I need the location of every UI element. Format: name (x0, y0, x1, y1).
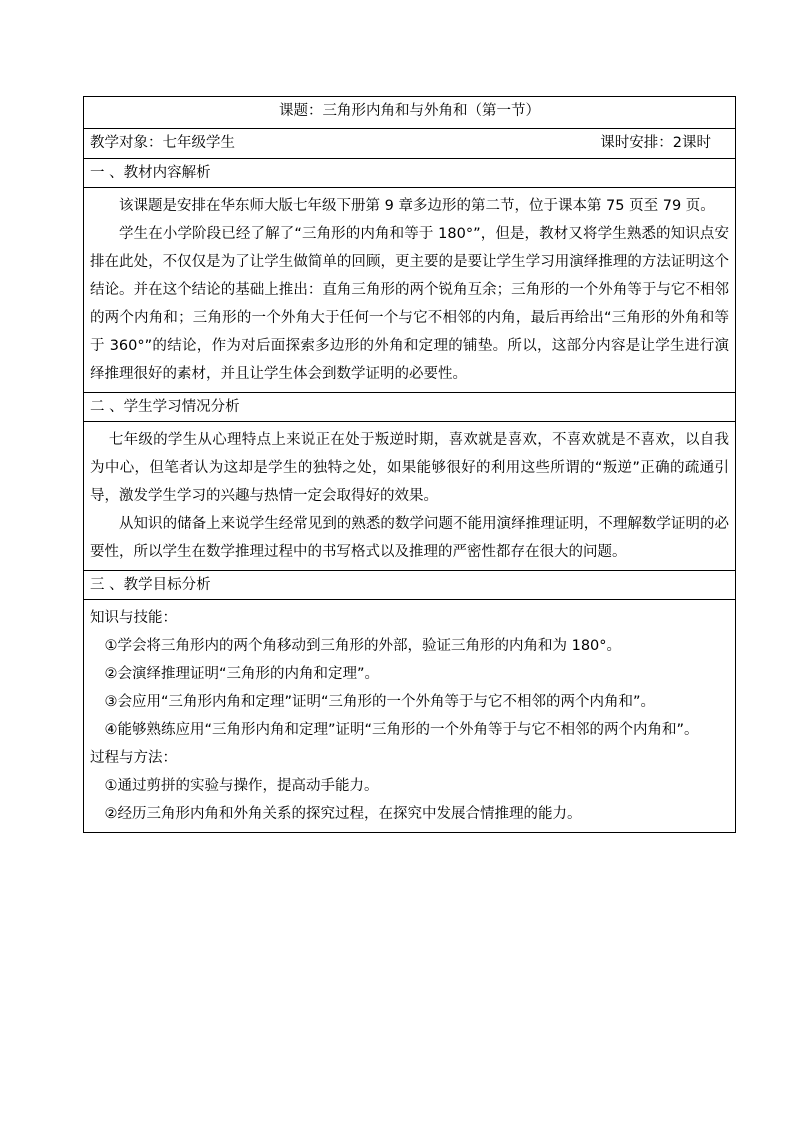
objective-item: ②经历三角形内角和外角关系的探究过程，在探究中发展合情推理的能力。 (104, 806, 582, 822)
class-schedule: 课时安排：2课时 (600, 135, 711, 151)
section-heading-objectives: 三 、教学目标分析 (84, 571, 736, 600)
subheading-process: 过程与方法： (90, 750, 177, 766)
subheading-knowledge: 知识与技能： (90, 610, 177, 626)
paragraph: 七年级的学生从心理特点上来说正在处于叛逆时期，喜欢就是喜欢，不喜欢就是不喜欢，以自我为中心，但笔者认为这却是学生的独特之处，如果能够很好的利用这些所谓的“叛逆”正确的疏通引导，激发学生学习的兴趣与热情一定会取得好的效果。 (90, 432, 729, 504)
objective-item: ①通过剪拼的实验与操作，提高动手能力。 (104, 778, 379, 794)
meta-row (84, 129, 736, 159)
teaching-target: 教学对象：七年级学生 (90, 135, 235, 151)
paragraph: 学生在小学阶段已经了解了“三角形的内角和等于 180°”，但是，教材又将学生熟悉的知识点安排在此处，不仅仅是为了让学生做简单的回顾，更主要的是要让学生学习用演绎推理的方法证明这个结论。并在这个结论的基础上推出：直角三角形的两个锐角互余；三角形的一个外角等于与它不相邻的两个内角和；三角形的一个外角大于任何一个与它不相邻的内角，最后再给出“三角形的外角和等于 360°”的结论，作为对后面探索多边形的外角和定理的铺垫。所以，这部分内容是让学生进行演绎推理很好的素材，并且让学生体会到数学证明的必要性。 (90, 226, 729, 382)
section-body-students (84, 422, 736, 571)
lesson-title: 课题：三角形内角和与外角和（第一节） (84, 97, 736, 129)
paragraph: 从知识的储备上来说学生经常见到的熟悉的数学问题不能用演绎推理证明，不理解数学证明的必要性，所以学生在数学推理过程中的书写格式以及推理的严密性都存在很大的问题。 (90, 516, 729, 560)
objective-item: ①学会将三角形内的两个角移动到三角形的外部，验证三角形的内角和为 180°。 (104, 638, 622, 654)
lesson-plan-table (83, 96, 736, 833)
section-body-textbook (84, 188, 736, 393)
objective-item: ③会应用“三角形内角和定理”证明“三角形的一个外角等于与它不相邻的两个内角和”。 (104, 694, 656, 710)
objective-item: ②会演绎推理证明“三角形的内角和定理”。 (104, 666, 380, 682)
section-heading-students: 二 、学生学习情况分析 (84, 393, 736, 422)
section-body-objectives (84, 600, 736, 833)
paragraph: 该课题是安排在华东师大版七年级下册第 9 章多边形的第二节，位于课本第 75 页至 79 页。 (119, 198, 715, 214)
section-heading-textbook: 一 、教材内容解析 (84, 159, 736, 188)
objective-item: ④能够熟练应用“三角形内角和定理”证明“三角形的一个外角等于与它不相邻的两个内角和”。 (104, 722, 699, 738)
